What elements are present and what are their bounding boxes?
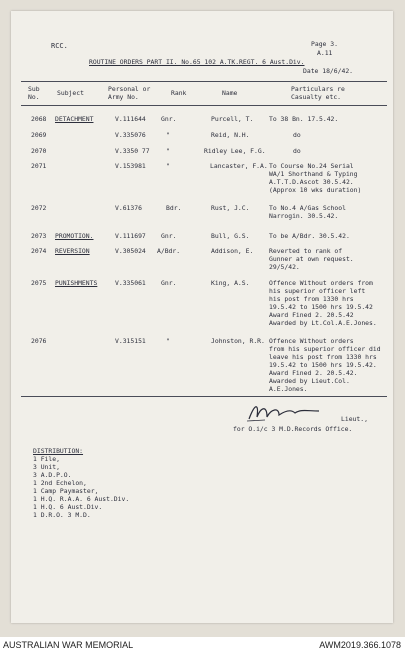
header-particulars: Particulars re Casualty etc. bbox=[291, 85, 345, 101]
subject-heading: DETACHMENT bbox=[55, 115, 94, 123]
subject-heading: PROMOTION. bbox=[55, 232, 94, 240]
signatory-office: for O.i/c 3 M.D.Records Office. bbox=[233, 425, 353, 433]
document-sheet bbox=[11, 11, 393, 623]
soldier-name: Bull, G.S. bbox=[211, 232, 250, 240]
distribution-list bbox=[33, 447, 129, 519]
archive-item-id: AWM2019.366.1078 bbox=[319, 640, 401, 650]
document-title: ROUTINE ORDERS PART II. No.65 102 A.TK.REGT. 6 Aust.Div. bbox=[89, 58, 305, 66]
soldier-name: Johnston, R.R. bbox=[211, 337, 265, 345]
table-rule-bottom bbox=[21, 396, 387, 397]
soldier-name: Addison, E. bbox=[211, 247, 254, 255]
header-rule-bottom bbox=[21, 105, 387, 106]
soldier-name: Lancaster, F.A. bbox=[210, 162, 268, 170]
subject-heading: PUNISHMENTS bbox=[55, 279, 98, 287]
distribution-item: 1 H.Q. 6 Aust.Div. bbox=[33, 503, 103, 511]
army-number: V.111697 bbox=[115, 232, 146, 240]
particulars: To 38 Bn. 17.5.42. bbox=[269, 115, 339, 123]
signatory-rank: Lieut., bbox=[341, 415, 368, 423]
army-number: V.315151 bbox=[115, 337, 146, 345]
sub-number: 2075 bbox=[31, 279, 47, 287]
sub-number: 2070 bbox=[31, 147, 47, 155]
distribution-heading: DISTRIBUTION: bbox=[33, 447, 84, 455]
rank: " bbox=[166, 147, 170, 155]
particulars: To No.4 A/Gas School Narrogin. 30.5.42. bbox=[269, 204, 346, 220]
document-date: Date 18/6/42. bbox=[303, 67, 354, 75]
rank: " bbox=[166, 131, 170, 139]
rank: Gnr. bbox=[161, 279, 177, 287]
army-number: V.335061 bbox=[115, 279, 146, 287]
army-number: V.61376 bbox=[115, 204, 142, 212]
army-number: V.3350 77 bbox=[115, 147, 150, 155]
army-number: V.305024 bbox=[115, 247, 146, 255]
sub-number: 2068 bbox=[31, 115, 47, 123]
particulars: To be A/Bdr. 30.5.42. bbox=[269, 232, 350, 240]
sheet-reference: A.11 bbox=[317, 49, 333, 57]
header-subject: Subject bbox=[57, 89, 84, 97]
rank: Gnr. bbox=[161, 232, 177, 240]
sub-number: 2074 bbox=[31, 247, 47, 255]
distribution-item: 1 H.Q. R.A.A. 6 Aust.Div. bbox=[33, 495, 130, 503]
army-number: V.111644 bbox=[115, 115, 146, 123]
soldier-name: King, A.S. bbox=[211, 279, 250, 287]
header-rank: Rank bbox=[171, 89, 187, 97]
archive-name: AUSTRALIAN WAR MEMORIAL bbox=[3, 640, 134, 650]
signature-text: McEwan bbox=[285, 412, 312, 419]
rank: " bbox=[166, 162, 170, 170]
rank: A/Bdr. bbox=[157, 247, 181, 255]
particulars: Offence Without orders from his superior officer left his post from 1330 hrs 19.5.42 to 1500 hrs 19.5.42 Award Fined 2. 20.5.42 Awarded by Lt.Col.A.E.Jones. bbox=[269, 279, 377, 327]
distribution-item: 1 D.R.O. 3 M.D. bbox=[33, 511, 91, 519]
signature-graphic bbox=[245, 399, 325, 425]
rank: Gnr. bbox=[161, 115, 177, 123]
particulars: do bbox=[293, 131, 301, 139]
soldier-name: Rust, J.C. bbox=[211, 204, 250, 212]
particulars: Offence Without orders from his superior officer did leave his post from 1330 hrs 19.5.42 to 1500 hrs 19.5.42. Award Fined 2. 20.5.42. Awarded by Lieut.Col. A.E.Jones. bbox=[269, 337, 381, 393]
soldier-name: Purcell, T. bbox=[211, 115, 254, 123]
header-name: Name bbox=[222, 89, 238, 97]
distribution-item: 1 2nd Echelon, bbox=[33, 479, 87, 487]
distribution-item: 1 File, bbox=[33, 455, 60, 463]
header-rule-top bbox=[21, 81, 387, 82]
file-reference: RCC. bbox=[51, 42, 68, 50]
subject-heading: REVERSION bbox=[55, 247, 90, 255]
header-sub-no: Sub No. bbox=[28, 85, 40, 101]
archive-footer bbox=[0, 637, 405, 653]
soldier-name: Ridley Lee, F.G. bbox=[204, 147, 266, 155]
sub-number: 2072 bbox=[31, 204, 47, 212]
rank: Bdr. bbox=[166, 204, 182, 212]
distribution-item: 3 A.D.P.O. bbox=[33, 471, 72, 479]
sub-number: 2071 bbox=[31, 162, 47, 170]
page-number: Page 3. bbox=[311, 40, 338, 48]
sub-number: 2073 bbox=[31, 232, 47, 240]
army-number: V.153981 bbox=[115, 162, 146, 170]
particulars: Reverted to rank of Gunner at own request. 29/5/42. bbox=[269, 247, 354, 271]
soldier-name: Reid, N.H. bbox=[211, 131, 250, 139]
sub-number: 2076 bbox=[31, 337, 47, 345]
header-personal-no: Personal or Army No. bbox=[108, 85, 151, 101]
rank: " bbox=[166, 337, 170, 345]
particulars: do bbox=[293, 147, 301, 155]
particulars: To Course No.24 Serial WA/1 Shorthand & Typing A.T.T.D.Ascot 30.5.42. (Approx 10 wks duration) bbox=[269, 162, 362, 194]
distribution-item: 3 Unit, bbox=[33, 463, 60, 471]
sub-number: 2069 bbox=[31, 131, 47, 139]
army-number: V.335076 bbox=[115, 131, 146, 139]
distribution-item: 1 Camp Paymaster, bbox=[33, 487, 99, 495]
